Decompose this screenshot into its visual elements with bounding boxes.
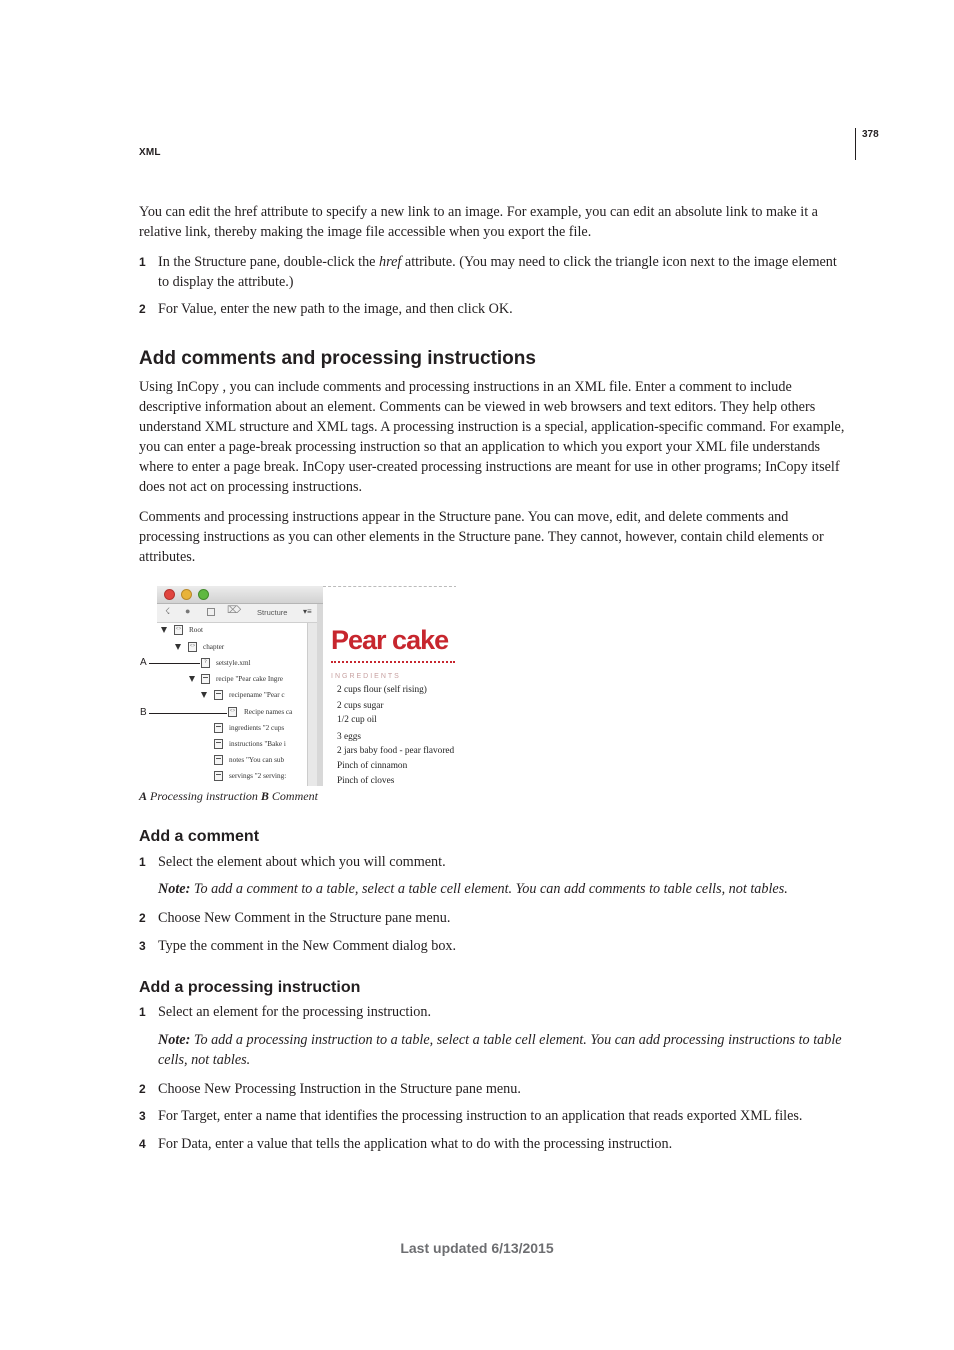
step-number: 1 (139, 255, 146, 269)
tag-icon[interactable]: ☇ (165, 606, 171, 616)
callout-b-label: B (140, 707, 147, 718)
element-icon (214, 690, 223, 700)
ingredient-line: 1/2 cup oil (337, 715, 377, 725)
minimize-icon[interactable] (181, 589, 192, 600)
comment-icon: <> (228, 707, 237, 717)
element-icon (214, 771, 223, 781)
step-number: 4 (139, 1137, 146, 1151)
structure-pane-figure (157, 586, 456, 786)
add-comment-heading: Add a comment (139, 828, 260, 845)
structure-toolbar (157, 604, 323, 623)
step-text: Select the element about which you will comment. (158, 854, 446, 870)
pi-step-2 (139, 1079, 851, 1099)
ingredient-line: 2 cups flour (self rising) (337, 685, 427, 695)
callout-a-label: A (140, 657, 147, 668)
step-text: Choose New Processing Instruction in the Structure pane menu. (158, 1081, 521, 1097)
ingredient-line: 3 eggs (337, 732, 362, 742)
footer-last-updated: Last updated 6/13/2015 (400, 1240, 554, 1256)
callout-b-line (149, 713, 227, 714)
step-text: Select an element for the processing instruction. (158, 1004, 432, 1020)
section-paragraph-2: Comments and processing instructions appear in the Structure pane. You can move, edit, and delete comments and processing instructions as you can other elements in the Structure pane. They cannot, however, contain child elements or attributes. (139, 509, 824, 565)
step-number: 2 (139, 1082, 146, 1096)
tree-row-recipe[interactable]: recipe "Pear cake Ingre (189, 673, 305, 685)
element-icon (201, 674, 210, 684)
edit-step-2 (139, 299, 851, 319)
step-text: Choose New Comment in the Structure pane menu. (158, 910, 451, 926)
pi-step-1 (139, 1002, 851, 1022)
step-text: In the Structure pane, double-click the href attribute. (You may need to click the triangle icon next to the image element to display the attribute.) (158, 254, 837, 290)
tree-row-notes[interactable]: notes "You can sub (214, 754, 305, 766)
step-text: For Value, enter the new path to the image, and then click OK. (158, 301, 513, 317)
tree-row-servings[interactable]: servings "2 serving: (214, 770, 305, 782)
edit-step-1 (139, 252, 851, 292)
ingredient-line: Pinch of cloves (337, 776, 395, 786)
comment-step-1 (139, 852, 851, 872)
tree-row-ingredients[interactable]: ingredients "2 cups (214, 722, 305, 734)
attribute-icon[interactable]: ● (185, 606, 191, 616)
running-header: XML (139, 147, 161, 158)
intro-paragraph: You can edit the href attribute to specify a new link to an image. For example, you can edit an absolute link to make it a relative link, thereby making the image file accessible when you export the file. (139, 204, 818, 240)
tree-row-processing-instruction[interactable]: ? setstyle.xml (201, 657, 305, 669)
element-icon (214, 739, 223, 749)
comment-step-3 (139, 936, 851, 956)
step-number: 3 (139, 939, 146, 953)
expand-triangle-icon[interactable] (175, 644, 181, 650)
tree-row-comment[interactable]: <> Recipe names ca (229, 708, 293, 716)
expand-triangle-icon[interactable] (189, 676, 195, 682)
page-number: 378 (862, 129, 879, 140)
step-number: 3 (139, 1109, 146, 1123)
close-icon[interactable] (164, 589, 175, 600)
expand-triangle-icon[interactable] (201, 692, 207, 698)
section-heading: Add comments and processing instructions (139, 348, 536, 369)
step-number: 1 (139, 1005, 146, 1019)
tree-row-instructions[interactable]: instructions "Bake i (214, 738, 305, 750)
step-number: 1 (139, 855, 146, 869)
pane-menu-icon[interactable]: ▾≡ (303, 607, 312, 616)
step-text: For Data, enter a value that tells the application what to do with the processing instruction. (158, 1136, 673, 1152)
ingredient-line: 2 jars baby food - pear flavored (337, 746, 455, 756)
element-icon (214, 723, 223, 733)
pi-note: Note: To add a processing instruction to a table, select a table cell element. You can add processing instructions to table cells, not tables. (158, 1032, 842, 1068)
comment-step-2 (139, 908, 851, 928)
add-pi-heading: Add a processing instruction (139, 979, 361, 996)
tree-row-recipename[interactable]: recipename "Pear c (201, 689, 305, 701)
title-rule (331, 661, 455, 663)
processing-instruction-icon: ? (201, 658, 210, 668)
recipe-title: Pear cake (331, 625, 449, 655)
callout-a-line (149, 663, 200, 664)
comment-note: Note: To add a comment to a table, select a table cell element. You can add comments to table cells, not tables. (158, 881, 788, 897)
step-text: For Target, enter a name that identifies the processing instruction to an application that reads exported XML files. (158, 1108, 803, 1124)
element-icon: <> (188, 642, 197, 652)
ingredients-heading: INGREDIENTS (331, 673, 401, 680)
element-icon: <> (174, 625, 183, 635)
step-text: Type the comment in the New Comment dialog box. (158, 938, 457, 954)
structure-tree (157, 623, 307, 786)
href-term: href (379, 254, 402, 270)
ingredient-line: 2 cups sugar (337, 701, 384, 711)
element-icon (214, 755, 223, 765)
trash-icon[interactable]: ⌦ (227, 605, 242, 616)
ingredient-line: Pinch of cinnamon (337, 761, 408, 771)
header-rule (855, 128, 856, 160)
tree-row-chapter[interactable]: <> chapter (175, 641, 305, 653)
pi-step-3 (139, 1106, 851, 1126)
expand-triangle-icon[interactable] (161, 627, 167, 633)
window-titlebar (157, 586, 323, 604)
pane-title: Structure (257, 608, 288, 617)
step-number: 2 (139, 302, 146, 316)
pi-step-4 (139, 1134, 851, 1154)
figure-caption: A Processing instruction B Comment (139, 789, 318, 803)
section-paragraph-1: Using InCopy , you can include comments and processing instructions in an XML file. Enter a comment to include descriptive information about an element. Comments can be viewed in web browsers and text editors. They help others understand XML structure and XML tags. A processing instruction is a special, application-specific command. For example, you can enter a page-break processing instruction so that an application to which you export your XML file understands where to enter a page break. InCopy user-created processing instructions are meant for use in other programs; InCopy itself does not act on processing instructions. (139, 379, 845, 495)
zoom-icon[interactable] (198, 589, 209, 600)
step-number: 2 (139, 911, 146, 925)
document-preview (323, 586, 456, 786)
tree-row-root[interactable]: <> Root (161, 624, 301, 636)
new-element-icon[interactable] (207, 608, 215, 616)
